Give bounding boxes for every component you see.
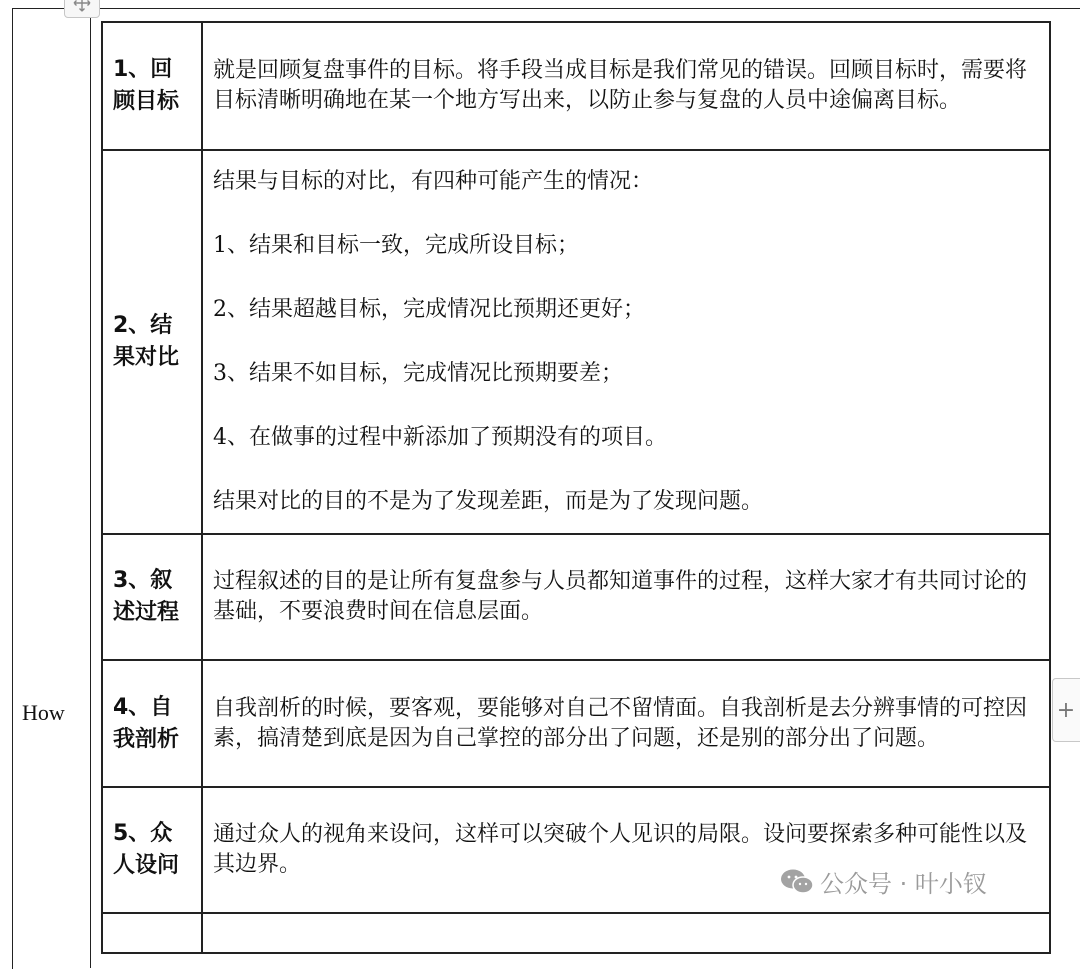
watermark — [780, 864, 987, 899]
row-label: 2、结果对比 — [102, 150, 202, 534]
row-label: 3、叙述过程 — [102, 534, 202, 660]
table-row — [102, 150, 1050, 534]
table-row — [102, 22, 1050, 150]
row-content — [202, 534, 1050, 660]
row-text: 自我剖析的时候，要客观，要能够对自己不留情面。自我剖析是去分辨事情的可控因素，搞清楚到底是因为自己掌控的部分出了问题，还是别的部分出了问题。 — [213, 695, 1028, 751]
move-icon — [73, 0, 91, 16]
wechat-icon — [780, 868, 814, 896]
outer-table-divider — [90, 8, 91, 968]
how-label: How — [22, 700, 65, 725]
row-label: 5、众人设问 — [102, 787, 202, 913]
row-content — [202, 913, 1050, 953]
row-text: 就是回顾复盘事件的目标。将手段当成目标是我们常见的错误。回顾目标时，需要将目标清晰明确地在某一个地方写出来，以防止参与复盘的人员中途偏离目标。 — [213, 58, 1028, 113]
watermark-text: 公众号 · 叶小钗 — [820, 870, 987, 898]
row-text: 过程叙述的目的是让所有复盘参与人员都知道事件的过程，这样大家才有共同讨论的基础，不要浪费时间在信息层面。 — [213, 569, 1028, 624]
row-text: 结果对比的目的不是为了发现差距，而是为了发现问题。 — [213, 489, 764, 514]
row-content — [202, 660, 1050, 787]
row-label — [102, 913, 202, 953]
row-text: 3、结果不如目标，完成情况比预期要差； — [213, 361, 623, 386]
row-text: 通过众人的视角来设问，这样可以突破个人见识的局限。设问要探索多种可能性以及其边界。 — [213, 822, 1028, 877]
table-row — [102, 913, 1050, 953]
row-text: 结果与目标的对比，有四种可能产生的情况： — [213, 169, 654, 194]
plus-icon: + — [1056, 697, 1076, 723]
table-move-handle[interactable] — [64, 0, 100, 18]
table-row — [102, 534, 1050, 660]
add-row-button[interactable] — [1052, 678, 1080, 742]
row-content — [202, 22, 1050, 150]
row-label: 1、回顾目标 — [102, 22, 202, 150]
table-row — [102, 660, 1050, 787]
row-content — [202, 150, 1050, 534]
row-text: 2、结果超越目标，完成情况比预期还更好； — [213, 297, 645, 322]
row-text: 4、在做事的过程中新添加了预期没有的项目。 — [213, 425, 667, 450]
row-label: 4、自我剖析 — [102, 660, 202, 787]
row-text: 1、结果和目标一致，完成所设目标； — [213, 233, 579, 258]
steps-table — [101, 21, 1051, 954]
